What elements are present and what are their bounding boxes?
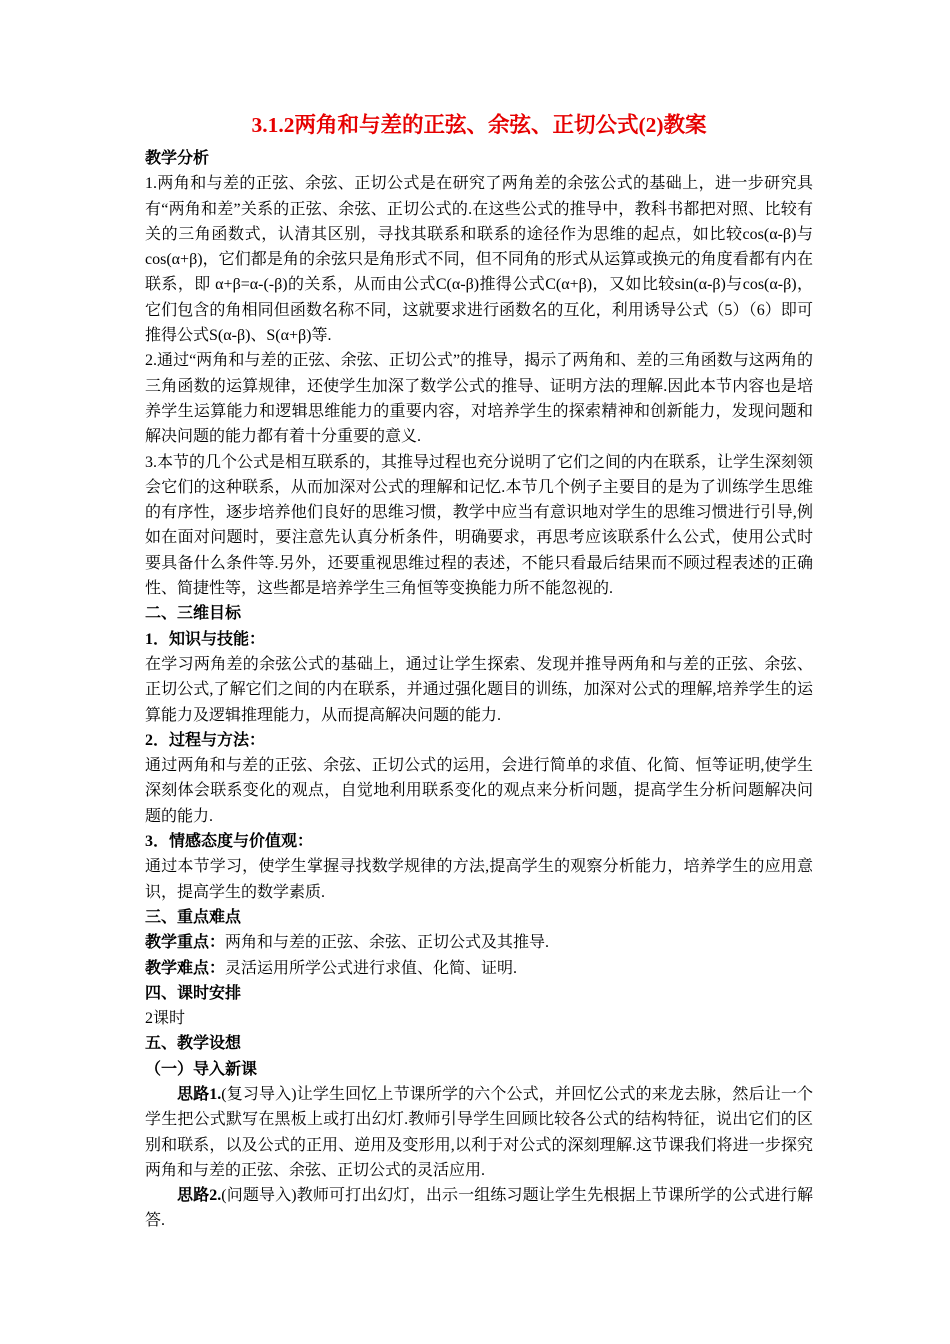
teaching-focus-text: 两角和与差的正弦、余弦、正切公式及其推导.: [225, 934, 550, 952]
knowledge-skills-text: 在学习两角差的余弦公式的基础上，通过让学生探索、发现并推导两角和与差的正弦、余弦、正切公式,了解它们之间的内在联系，并通过强化题目的训练，加深对公式的理解,培养学生的运算能力及逻辑推理能力，从而提高解决问题的能力.: [145, 655, 813, 724]
heading-three-dimensional-objectives: 二、三维目标: [145, 605, 242, 623]
idea-1-label: 思路1.: [177, 1085, 222, 1103]
document-title: 3.1.2两角和与差的正弦、余弦、正切公式(2)教案: [251, 113, 707, 137]
emotion-values-text: 通过本节学习，使学生掌握寻找数学规律的方法,提高学生的观察分析能力，培养学生的应用意识，提高学生的数学素质.: [145, 858, 813, 901]
heading-class-schedule: 四、课时安排: [145, 984, 242, 1002]
heading-teaching-analysis: 教学分析: [145, 150, 210, 167]
class-schedule-text: 2课时: [145, 1010, 186, 1028]
heading-emotion-values: 3．情感态度与价值观：: [145, 833, 314, 851]
heading-teaching-design: 五、教学设想: [145, 1035, 242, 1053]
analysis-paragraph-2: 2.通过“两角和与差的正弦、余弦、正切公式”的推导，揭示了两角和、差的三角函数与这两角的三角函数的运算规律，还使学生加深了数学公式的推导、证明方法的理解.因此本节内容也是培养学生运算能力和逻辑思维能力的重要内容，对培养学生的探索精神和创新能力，发现问题和解决问题的能力都有着十分重要的意义.: [145, 352, 813, 446]
teaching-difficulty-label: 教学难点：: [145, 959, 226, 977]
teaching-difficulty-line: [145, 956, 813, 981]
idea-2-paragraph: [145, 1183, 813, 1234]
heading-process-methods: 2．过程与方法：: [145, 731, 266, 749]
teaching-difficulty-text: 灵活运用所学公式进行求值、化简、证明.: [225, 959, 518, 977]
analysis-paragraph-1: 1.两角和与差的正弦、余弦、正切公式是在研究了两角差的余弦公式的基础上，进一步研究具有“两角和差”关系的正弦、余弦、正切公式的.在这些公式的推导中，教科书都把对照、比较有关的三角函数式，认清其区别，寻找其联系和联系的途径作为思维的起点，如比较cos(α-β)与cos(α+β)，它们都是角的余弦只是角形式不同，但不同角的形式从运算或换元的角度看都有内在联系，即 α+β=α-(-β)的关系，从而由公式C(α-β)推得公式C(α+β)，又如比较sin(α-β)与cos(α-β)，它们包含的角相同但函数名称不同，这就要求进行函数名的互化，利用诱导公式（5）（6）即可推得公式S(α-β)、S(α+β)等.: [145, 175, 813, 345]
teaching-focus-line: [145, 930, 813, 955]
analysis-paragraph-3: 3.本节的几个公式是相互联系的，其推导过程也充分说明了它们之间的内在联系，让学生深刻领会它们的这种联系，从而加深对公式的理解和记忆.本节几个例子主要目的是为了训练学生思维的有序性，逐步培养他们良好的思维习惯，教学中应当有意识地对学生的思维习惯进行引导,例如在面对问题时，要注意先认真分析条件，明确要求，再思考应该联系什么公式，使用公式时要具备什么条件等.另外，还要重视思维过程的表述，不能只看最后结果而不顾过程表述的正确性、简捷性等，这些都是培养学生三角恒等变换能力所不能忽视的.: [145, 453, 814, 598]
heading-key-difficult-points: 三、重点难点: [145, 908, 242, 926]
idea-1-text: (复习导入)让学生回忆上节课所学的六个公式，并回忆公式的来龙去脉，然后让一个学生把公式默写在黑板上或打出幻灯.教师引导学生回顾比较各公式的结构特征，说出它们的区别和联系，以及公式的正用、逆用及变形用,以利于对公式的深刻理解.这节课我们将进一步探究两角和与差的正弦、余弦、正切公式的灵活应用.: [145, 1085, 813, 1179]
idea-1-paragraph: [145, 1082, 813, 1183]
idea-2-text: (问题导入)教师可打出幻灯，出示一组练习题让学生先根据上节课所学的公式进行解答.: [145, 1187, 813, 1230]
process-methods-text: 通过两角和与差的正弦、余弦、正切公式的运用，会进行简单的求值、化简、恒等证明,使学生深刻体会联系变化的观点，自觉地利用联系变化的观点来分析问题，提高学生分析问题解决问题的能力.: [145, 757, 813, 825]
idea-2-label: 思路2.: [177, 1187, 222, 1205]
heading-lesson-introduction: （一）导入新课: [145, 1060, 258, 1078]
teaching-focus-label: 教学重点：: [145, 934, 226, 952]
heading-knowledge-skills: 1．知识与技能：: [145, 630, 266, 648]
